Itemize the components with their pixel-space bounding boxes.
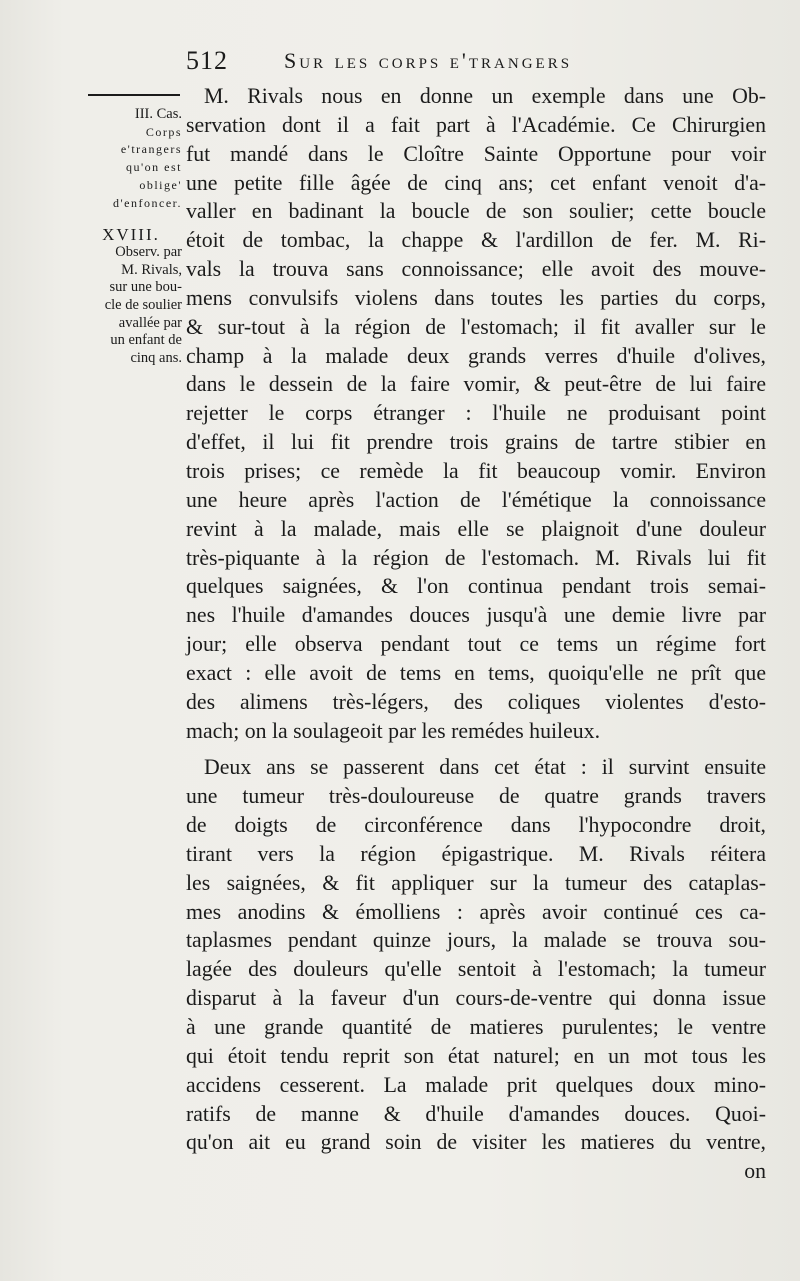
text-line: quelques saignées, & l'on continua pendant trois semai- xyxy=(186,574,766,599)
text-line: une petite fille âgée de cinq ans; cet enfant venoit d'a- xyxy=(186,170,766,195)
margin-note: un enfant de xyxy=(110,332,182,349)
text-line: lagée des douleurs qu'elle sentoit à l'estomach; la tumeur xyxy=(186,957,766,982)
text-line: Deux ans se passerent dans cet état : il survint ensuite xyxy=(204,755,766,780)
text-line: très-piquante à la région de l'estomach. M. Rivals lui fit xyxy=(186,545,766,570)
text-line: trois prises; ce remède la fit beaucoup vomir. Environ xyxy=(186,458,766,483)
margin-note: qu'on est xyxy=(126,160,182,175)
text-line: ratifs de manne & d'huile d'amandes douces. Quoi- xyxy=(186,1101,766,1126)
text-line: & sur-tout à la région de l'estomach; il fit avaller sur le xyxy=(186,314,766,339)
margin-note: sur une bou- xyxy=(109,279,182,296)
page-header xyxy=(186,46,776,82)
margin-note: Observ. par xyxy=(115,243,182,260)
page-number: 512 xyxy=(186,46,228,75)
text-line: M. Rivals nous en donne un exemple dans une Ob- xyxy=(204,84,766,108)
margin-rule xyxy=(88,94,180,96)
text-line: rejetter le corps étranger : l'huile ne produisant point xyxy=(186,401,766,426)
text-line: disparut à la faveur d'un cours-de-ventre qui donna issue xyxy=(186,986,766,1011)
text-line: d'effet, il lui fit prendre trois grains de tartre stibier en xyxy=(186,430,766,455)
text-line: revint à la malade, mais elle se plaignoit d'une douleur xyxy=(186,516,766,541)
text-line: qu'on ait eu grand soin de visiter les matieres du ventre, xyxy=(186,1130,766,1155)
catchword: on xyxy=(744,1159,766,1184)
text-line: à une grande quantité de matieres purulentes; le ventre xyxy=(186,1015,766,1039)
text-line: de doigts de circonférence dans l'hypocondre droit, xyxy=(186,813,766,838)
margin-note: e'trangers xyxy=(120,142,182,157)
text-line: jour; elle observa pendant tout ce tems un régime fort xyxy=(186,632,766,657)
margin-note: Corps xyxy=(145,124,182,139)
text-line: mes anodins & émolliens : après avoir continué ces ca- xyxy=(186,899,766,924)
text-line: tirant vers la région épigastrique. M. Rivals réitera xyxy=(186,841,766,866)
margin-note: oblige' xyxy=(139,177,182,192)
text-line: accidens cesserent. La malade prit quelques doux mino- xyxy=(186,1072,766,1097)
text-line: champ à la malade deux grands verres d'huile d'olives, xyxy=(186,343,766,368)
margin-notes xyxy=(80,106,182,368)
margin-note: XVIII. xyxy=(102,225,160,245)
text-line: dans le dessein de la faire vomir, & peut-être de lui faire xyxy=(186,372,766,397)
text-line: exact : elle avoit de tems en tems, quoiqu'elle ne prît que xyxy=(186,660,766,685)
running-title: Sur les corps e'trangers xyxy=(284,48,573,73)
margin-note: d'enfoncer. xyxy=(113,195,182,210)
text-line: des alimens très-légers, des coliques violentes d'esto- xyxy=(186,689,766,714)
text-line: taplasmes pendant quinze jours, la malade se trouva sou- xyxy=(186,928,766,953)
text-line: fut mandé dans le Cloître Sainte Opportune pour voir xyxy=(186,141,766,166)
text-line: mens convulsifs violens dans toutes les parties du corps, xyxy=(186,285,766,310)
text-line: une heure après l'action de l'émétique la connoissance xyxy=(186,487,766,512)
text-line: nes l'huile d'amandes douces jusqu'à une demie livre par xyxy=(186,603,766,628)
text-line: une tumeur très-douloureuse de quatre grands travers xyxy=(186,784,766,809)
text-line: qui étoit tendu reprit son état naturel; en un mot tous les xyxy=(186,1043,766,1068)
text-line: servation dont il a fait part à l'Académie. Ce Chirurgien xyxy=(186,112,766,137)
text-line: étoit de tombac, la chappe & l'ardillon de fer. M. Ri- xyxy=(186,228,766,253)
text-line: les saignées, & fit appliquer sur la tumeur des cataplas- xyxy=(186,870,766,895)
margin-note: M. Rivals, xyxy=(121,261,182,278)
margin-note: cle de soulier xyxy=(104,297,182,314)
text-line: mach; on la soulageoit par les remédes huileux. xyxy=(186,718,601,743)
margin-note: avallée par xyxy=(118,314,182,331)
body-text xyxy=(186,82,766,1186)
text-line: valler en badinant la boucle de son soulier; cette boucle xyxy=(186,199,766,224)
margin-note: cinq ans. xyxy=(130,350,182,367)
margin-note: III. Cas. xyxy=(134,106,182,122)
text-line: vals la trouva sans connoissance; elle avoit des mouve- xyxy=(186,257,766,282)
